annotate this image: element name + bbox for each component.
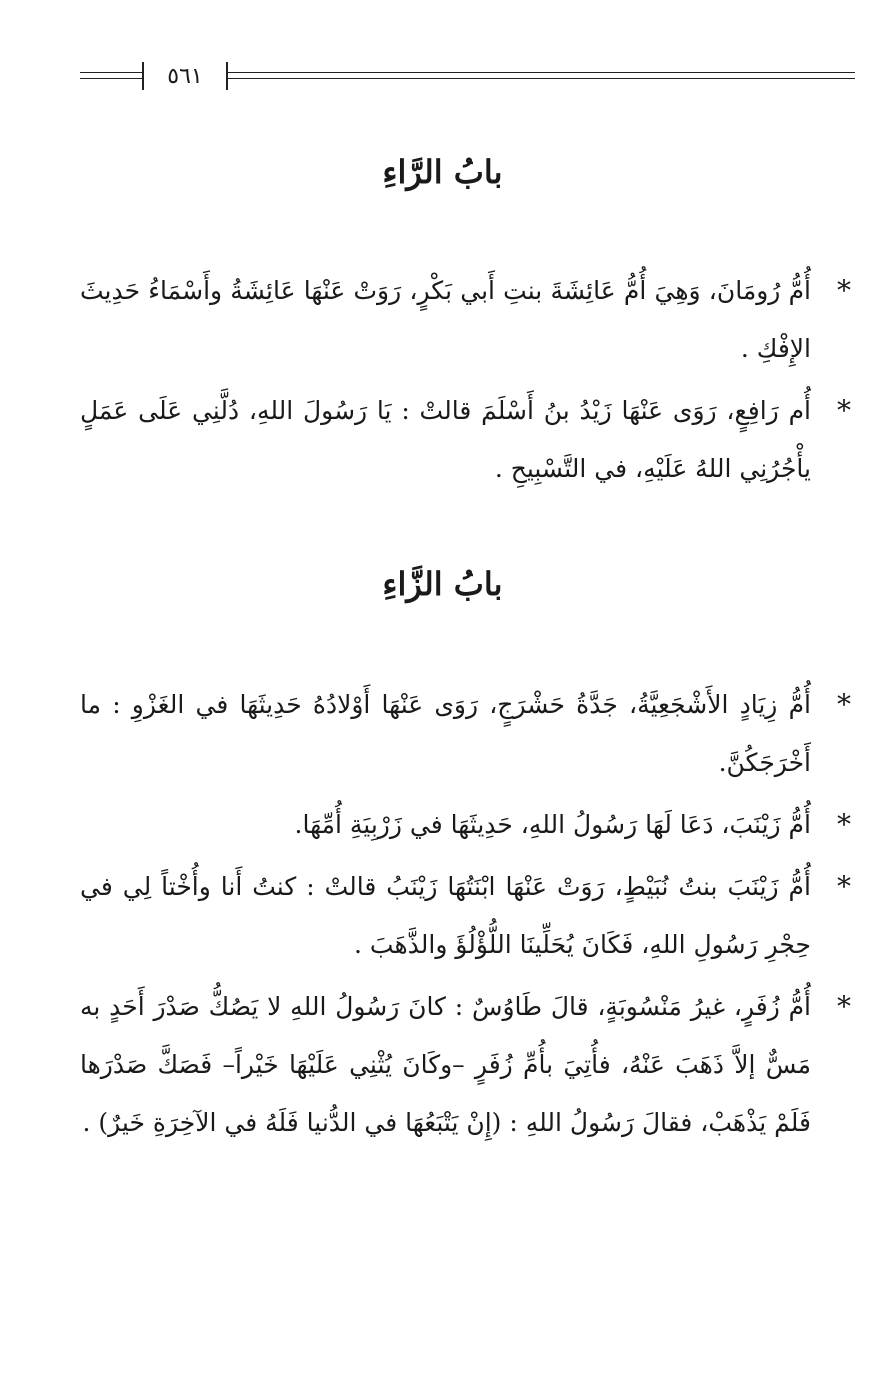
entry-text: أُمُّ زِيَادٍ الأَشْجَعِيَّةُ، جَدَّةُ حَشْرَجٍ، رَوَى عَنْهَا أَوْلادُهُ حَدِيثَهَا في الغَزْوِ : ما أَخْرَجَكُنَّ.	[80, 690, 811, 777]
section-title-ra: بابُ الرَّاءِ	[382, 153, 503, 191]
section-entries-za	[80, 676, 855, 1156]
bullet-star-icon: *	[837, 274, 851, 307]
page-header	[80, 62, 855, 98]
bullet-star-icon: *	[837, 688, 851, 721]
entry-text: أُمُّ زُفَرٍ، غيرُ مَنْسُوبَةٍ، قالَ طَاوُسٌ : كانَ رَسُولُ اللهِ لا يَصُكُّ صَدْرَ أَحَدٍ به مَسٌّ إلاَّ ذَهَبَ عَنْهُ، فأُتِيَ بأُمِّ زُفَرٍ –وكَانَ يُثْنِي عَلَيْهَا خَيْراً– فَصَكَّ صَدْرَها فَلَمْ يَذْهَبْ، فقالَ رَسُولُ اللهِ : (إِنْ يَتْبَعُهَا في الدُّنيا فَلَهُ في الآخِرَةِ خَيرٌ) .	[80, 992, 811, 1137]
page-number: ٥٦١	[167, 64, 203, 89]
entry-text: أُمُّ زَيْنَبَ، دَعَا لَهَا رَسُولُ اللهِ، حَدِيثَهَا في زَرْبِيَةِ أُمِّهَا.	[294, 810, 811, 839]
entry-umm-ziyad	[80, 676, 855, 792]
header-rule-left	[80, 72, 142, 79]
entry-umm-zaynab	[80, 796, 855, 854]
entry-text: أُمُّ رُومَانَ، وَهِيَ أُمُّ عَائِشَةَ بنتِ أَبي بَكْرٍ، رَوَتْ عَنْهَا عَائِشَةُ وأَسْمَاءُ حَدِيثَ الإِفْكِ .	[80, 276, 811, 363]
header-rule-right	[228, 72, 855, 79]
bullet-star-icon: *	[837, 808, 851, 841]
bullet-star-icon: *	[837, 394, 851, 427]
entry-umm-rafi	[80, 382, 855, 498]
section-entries-ra	[80, 262, 855, 502]
bullet-star-icon: *	[837, 990, 851, 1023]
bullet-star-icon: *	[837, 870, 851, 903]
entry-umm-ruman	[80, 262, 855, 378]
entry-text: أُم رَافِعٍ، رَوَى عَنْهَا زَيْدُ بنُ أَسْلَمَ قالتْ : يَا رَسُولَ اللهِ، دُلَّنِي عَلَى عَمَلٍ يأْجُرُنِي اللهُ عَلَيْهِ، في التَّسْبِيحِ .	[80, 396, 811, 483]
entry-umm-zufar	[80, 978, 855, 1152]
section-title-za: بابُ الزَّاءِ	[382, 565, 503, 603]
entry-umm-zaynab-bint-nubayt	[80, 858, 855, 974]
entry-text: أُمُّ زَيْنَبَ بنتُ نُبَيْطٍ، رَوَتْ عَنْهَا ابْنَتُهَا زَيْنَبُ قالتْ : كنتُ أَنا وأُخْتاً لِي في حِجْرِ رَسُولِ اللهِ، فَكَانَ يُحَلِّينَا اللُّؤْلُؤَ والذَّهَبَ .	[80, 872, 811, 959]
